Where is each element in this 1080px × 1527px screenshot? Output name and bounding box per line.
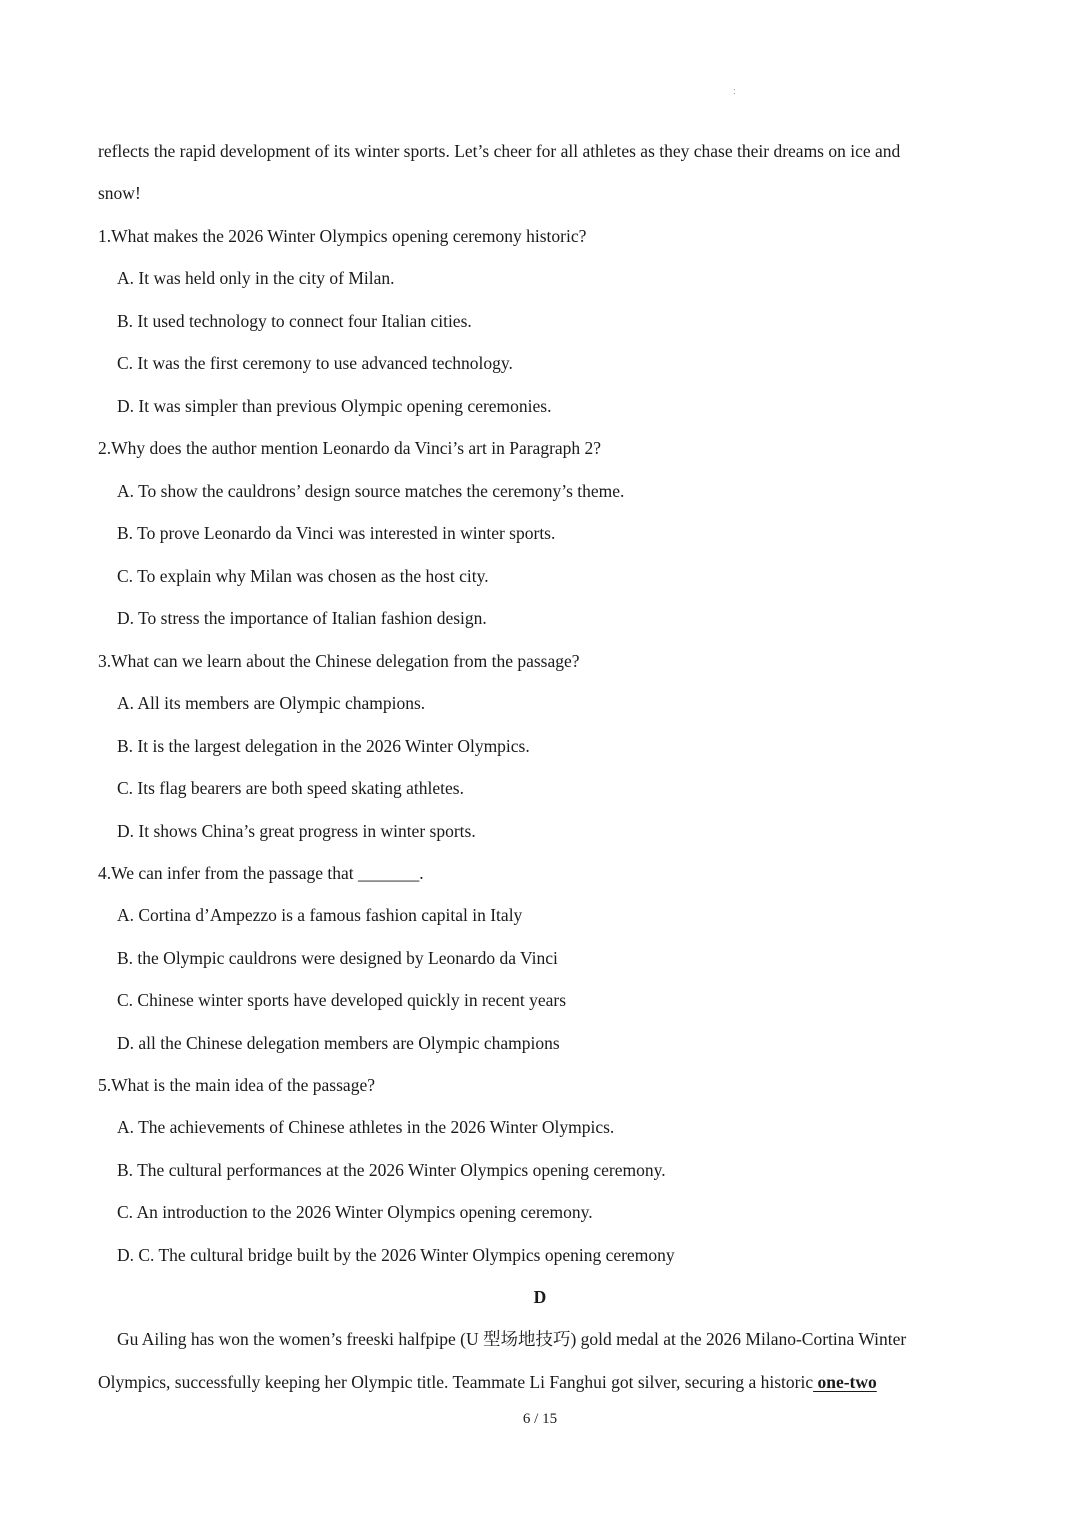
section-d-paragraph-line-2 <box>98 1371 877 1393</box>
question-1-option-b: B. It used technology to connect four Italian cities. <box>117 311 472 331</box>
underlined-term: one-two <box>813 1372 877 1392</box>
section-d-line-2-text: Olympics, successfully keeping her Olympic title. Teammate Li Fanghui got silver, securing a historic <box>98 1372 814 1392</box>
section-heading: D <box>533 1287 547 1307</box>
question-2-option-d: D. To stress the importance of Italian fashion design. <box>117 608 487 628</box>
question-3-option-d: D. It shows China’s great progress in winter sports. <box>117 821 476 841</box>
question-1-option-a: A. It was held only in the city of Milan. <box>117 268 395 288</box>
question-1-stem: 1.What makes the 2026 Winter Olympics opening ceremony historic? <box>98 226 587 246</box>
question-5-option-d: D. C. The cultural bridge built by the 2026 Winter Olympics opening ceremony <box>117 1245 675 1265</box>
passage-continuation-line-2: snow! <box>98 183 141 203</box>
question-2-stem: 2.Why does the author mention Leonardo da Vinci’s art in Paragraph 2? <box>98 438 602 458</box>
question-5-option-a: A. The achievements of Chinese athletes in the 2026 Winter Olympics. <box>117 1117 615 1137</box>
question-1-option-c: C. It was the first ceremony to use advanced technology. <box>117 353 513 373</box>
question-3-option-a: A. All its members are Olympic champions. <box>117 693 426 713</box>
question-3-option-c: C. Its flag bearers are both speed skating athletes. <box>117 778 464 798</box>
question-5-stem: 5.What is the main idea of the passage? <box>98 1075 375 1095</box>
question-4-option-b: B. the Olympic cauldrons were designed by Leonardo da Vinci <box>117 948 558 968</box>
question-4-option-d: D. all the Chinese delegation members are Olympic champions <box>117 1033 560 1053</box>
question-2-option-c: C. To explain why Milan was chosen as the host city. <box>117 566 489 586</box>
question-3-option-b: B. It is the largest delegation in the 2026 Winter Olympics. <box>117 736 530 756</box>
question-2-option-b: B. To prove Leonardo da Vinci was interested in winter sports. <box>117 523 556 543</box>
question-3-stem: 3.What can we learn about the Chinese delegation from the passage? <box>98 651 580 671</box>
question-5-option-c: C. An introduction to the 2026 Winter Olympics opening ceremony. <box>117 1202 593 1222</box>
passage-continuation-line-1: reflects the rapid development of its winter sports. Let’s cheer for all athletes as they chase their dreams on ice and <box>98 141 901 161</box>
question-4-option-c: C. Chinese winter sports have developed quickly in recent years <box>117 990 567 1010</box>
question-1-option-d: D. It was simpler than previous Olympic opening ceremonies. <box>117 396 552 416</box>
header-mark: : <box>733 86 736 97</box>
question-4-option-a: A. Cortina d’Ampezzo is a famous fashion capital in Italy <box>117 905 523 925</box>
question-4-stem: 4.We can infer from the passage that _______. <box>98 863 424 883</box>
page-number: 6 / 15 <box>522 1411 558 1427</box>
section-d-paragraph-line-1: Gu Ailing has won the women’s freeski halfpipe (U 型场地技巧) gold medal at the 2026 Milano-Cortina Winter <box>117 1329 907 1349</box>
question-5-option-b: B. The cultural performances at the 2026 Winter Olympics opening ceremony. <box>117 1160 666 1180</box>
question-2-option-a: A. To show the cauldrons’ design source matches the ceremony’s theme. <box>117 481 625 501</box>
